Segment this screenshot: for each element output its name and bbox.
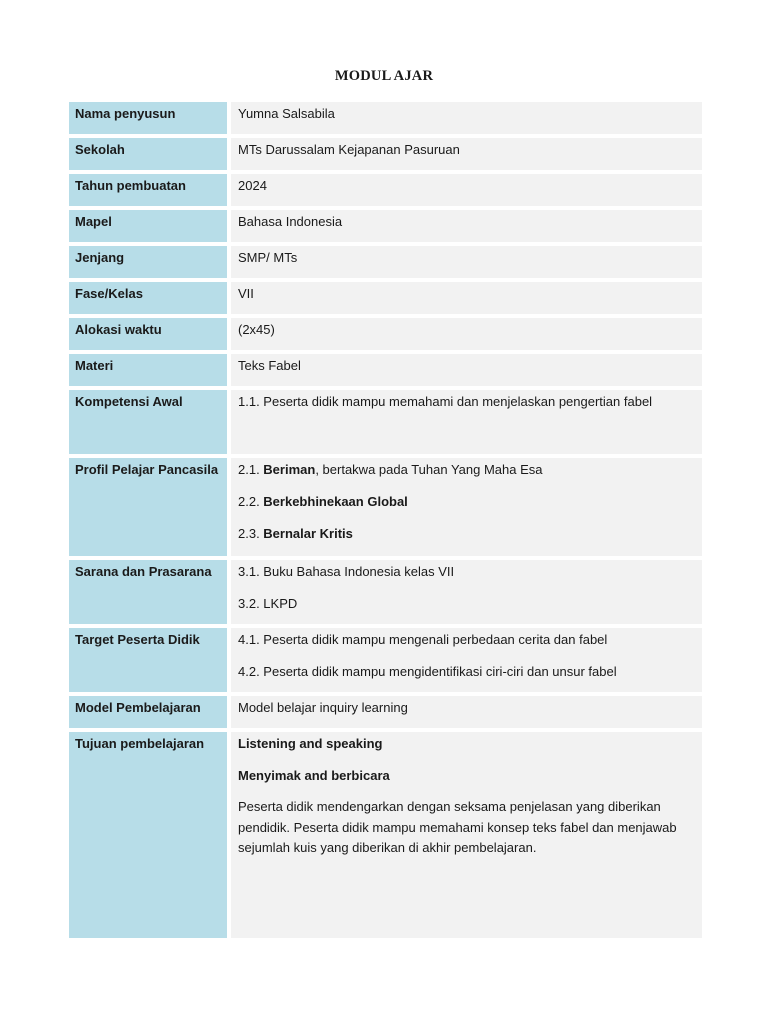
row-label: Profil Pelajar Pancasila — [69, 458, 227, 556]
profile-item: 2.2. Berkebhinekaan Global — [238, 494, 408, 509]
row-value — [231, 560, 702, 624]
table-row — [69, 696, 702, 728]
table-row — [69, 210, 702, 242]
row-value — [231, 732, 702, 938]
row-label: Jenjang — [69, 246, 227, 278]
row-value — [231, 458, 702, 556]
row-value: Yumna Salsabila — [231, 102, 702, 134]
objective-heading: Listening and speaking — [238, 736, 383, 751]
row-label: Alokasi waktu — [69, 318, 227, 350]
row-value: 2024 — [231, 174, 702, 206]
table-row — [69, 174, 702, 206]
profile-item: 2.1. Beriman, bertakwa pada Tuhan Yang Maha Esa — [238, 462, 543, 477]
row-value: SMP/ MTs — [231, 246, 702, 278]
row-value: MTs Darussalam Kejapanan Pasuruan — [231, 138, 702, 170]
objective-paragraph: Peserta didik mendengarkan dengan seksama penjelasan yang diberikan pendidik. Peserta didik mampu memahami konsep teks fabel dan menjawab sejumlah kuis yang diberikan di akhir pembelajaran. — [238, 799, 677, 855]
table-row — [69, 560, 702, 624]
table-row — [69, 246, 702, 278]
page-title: MODUL AJAR — [334, 68, 434, 84]
row-value: Model belajar inquiry learning — [231, 696, 702, 728]
list-item: 4.1. Peserta didik mampu mengenali perbedaan cerita dan fabel — [238, 632, 608, 647]
row-label: Target Peserta Didik — [69, 628, 227, 692]
table-row — [69, 390, 702, 454]
table-row — [69, 354, 702, 386]
row-label: Materi — [69, 354, 227, 386]
row-value: VII — [231, 282, 702, 314]
row-label: Tujuan pembelajaran — [69, 732, 227, 938]
list-item: 3.1. Buku Bahasa Indonesia kelas VII — [238, 564, 455, 579]
list-item: 3.2. LKPD — [238, 596, 298, 611]
row-value: Teks Fabel — [231, 354, 702, 386]
module-table — [69, 102, 702, 938]
table-row — [69, 732, 702, 938]
profile-item: 2.3. Bernalar Kritis — [238, 526, 353, 541]
row-label: Nama penyusun — [69, 102, 227, 134]
objective-heading: Menyimak and berbicara — [238, 768, 390, 783]
list-item: 4.2. Peserta didik mampu mengidentifikasi ciri-ciri dan unsur fabel — [238, 664, 617, 679]
row-label: Tahun pembuatan — [69, 174, 227, 206]
row-label: Kompetensi Awal — [69, 390, 227, 454]
row-label: Model Pembelajaran — [69, 696, 227, 728]
row-value: Bahasa Indonesia — [231, 210, 702, 242]
row-value — [231, 628, 702, 692]
table-row — [69, 628, 702, 692]
table-row — [69, 102, 702, 134]
table-row — [69, 318, 702, 350]
row-label: Mapel — [69, 210, 227, 242]
row-value: (2x45) — [231, 318, 702, 350]
row-label: Sarana dan Prasarana — [69, 560, 227, 624]
row-label: Fase/Kelas — [69, 282, 227, 314]
row-value: 1.1. Peserta didik mampu memahami dan menjelaskan pengertian fabel — [231, 390, 702, 454]
table-row — [69, 138, 702, 170]
table-row — [69, 458, 702, 556]
row-label: Sekolah — [69, 138, 227, 170]
table-row — [69, 282, 702, 314]
